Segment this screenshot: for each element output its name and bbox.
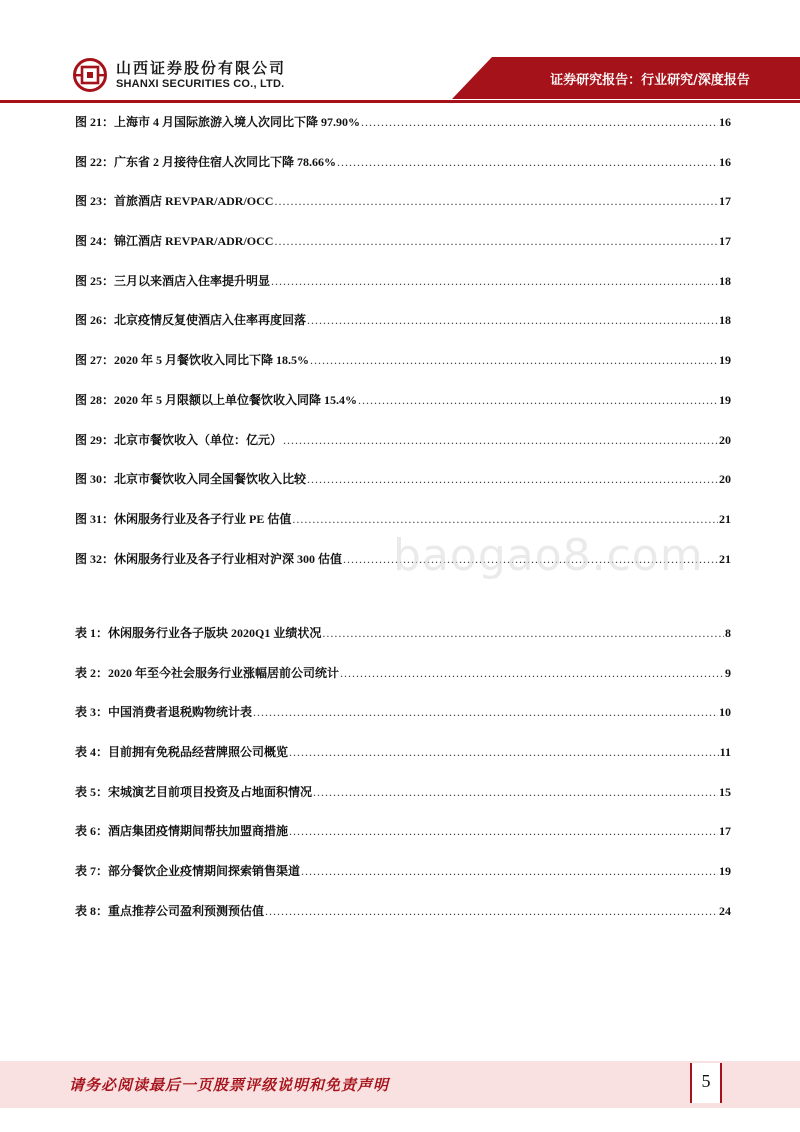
toc-entry[interactable] [75, 664, 731, 704]
page-header [0, 0, 800, 105]
toc-entry[interactable] [75, 703, 731, 743]
table-index-list [75, 624, 731, 942]
toc-entry-title: 北京市餐饮收入同全国餐饮收入比较 [114, 472, 307, 487]
toc-entry-label: 图 22： [75, 154, 115, 169]
dot-leader [358, 393, 718, 408]
toc-entry[interactable] [75, 902, 731, 942]
toc-entry[interactable] [75, 470, 731, 510]
toc-entry-title: 北京疫情反复使酒店入住率再度回落 [114, 313, 307, 328]
toc-entry-label: 图 24： [75, 234, 115, 249]
dot-leader [337, 155, 718, 170]
toc-entry-page: 19 [719, 353, 731, 368]
company-logo-icon [73, 58, 107, 92]
toc-entry-title: 2020 年 5 月限额以上单位餐饮收入同降 15.4% [114, 392, 358, 407]
toc-entry[interactable] [75, 624, 731, 664]
dot-leader [274, 194, 718, 209]
toc-entry-page: 18 [719, 273, 731, 288]
dot-leader [313, 785, 718, 800]
toc-entry-page: 24 [719, 903, 731, 918]
dot-leader [310, 353, 718, 368]
header-rule [0, 100, 800, 103]
dot-leader [301, 864, 718, 879]
toc-entry-title: 部分餐饮企业疫情期间探索销售渠道 [108, 864, 301, 879]
toc-entry[interactable] [75, 311, 731, 351]
dot-leader [307, 313, 718, 328]
toc-entry-label: 图 27： [75, 353, 115, 368]
toc-entry-title: 休闲服务行业及各子行业 PE 估值 [114, 511, 292, 526]
dot-leader [253, 705, 718, 720]
toc-entry-title: 2020 年至今社会服务行业涨幅居前公司统计 [108, 665, 340, 680]
toc-entry-title: 休闲服务行业及各子行业相对沪深 300 估值 [114, 551, 343, 566]
dot-leader [361, 115, 718, 130]
toc-entry[interactable] [75, 232, 731, 272]
toc-entry-label: 图 26： [75, 313, 115, 328]
toc-entry-page: 21 [719, 511, 731, 526]
toc-entry-label: 图 25： [75, 273, 115, 288]
toc-entry-title: 酒店集团疫情期间帮扶加盟商措施 [108, 824, 289, 839]
dot-leader [322, 626, 724, 641]
toc-entry[interactable] [75, 862, 731, 902]
dot-leader [283, 433, 718, 448]
toc-entry-label: 图 32： [75, 551, 115, 566]
company-name-cn: 山西证券股份有限公司 [116, 59, 287, 77]
dot-leader [289, 745, 719, 760]
company-name-en: SHANXI SECURITIES CO., LTD. [116, 78, 285, 90]
toc-entry-title: 休闲服务行业各子版块 2020Q1 业绩状况 [108, 626, 322, 640]
toc-entry-page: 18 [719, 313, 731, 328]
toc-entry-label: 表 5： [75, 784, 109, 799]
toc-entry-page: 17 [719, 194, 731, 209]
figure-index-list [75, 113, 731, 589]
toc-entry-page: 20 [719, 472, 731, 487]
toc-entry[interactable] [75, 192, 731, 232]
toc-entry-page: 10 [719, 705, 731, 720]
toc-entry-label: 图 31： [75, 511, 115, 526]
toc-entry-title: 广东省 2 月接待住宿人次同比下降 78.66% [114, 154, 337, 169]
toc-entry-title: 北京市餐饮收入（单位：亿元） [114, 432, 283, 447]
toc-entry-page: 19 [719, 392, 731, 407]
toc-entry-page: 15 [719, 784, 731, 799]
toc-entry-label: 表 8： [75, 903, 109, 918]
toc-entry-title: 三月以来酒店入住率提升明显 [114, 273, 271, 288]
toc-entry-label: 表 3： [75, 705, 109, 720]
toc-entry-page: 16 [719, 154, 731, 169]
toc-entry-title: 首旅酒店 REVPAR/ADR/OCC [114, 194, 274, 209]
dot-leader [271, 274, 718, 289]
toc-entry-page: 17 [719, 234, 731, 249]
page-number: 5 [701, 1071, 711, 1091]
disclaimer-text: 请务必阅读最后一页股票评级说明和免责声明 [69, 1076, 390, 1094]
toc-entry-title: 上海市 4 月国际旅游入境人次同比下降 97.90% [114, 115, 361, 129]
toc-entry-label: 图 29： [75, 432, 115, 447]
toc-entry[interactable] [75, 391, 731, 431]
page-number-box [690, 1063, 722, 1103]
toc-entry-title: 2020 年 5 月餐饮收入同比下降 18.5% [114, 353, 310, 368]
dot-leader [340, 666, 724, 681]
toc-entry-page: 16 [719, 115, 731, 129]
toc-entry-page: 21 [719, 551, 731, 566]
toc-entry-page: 11 [719, 745, 731, 760]
toc-entry-label: 图 30： [75, 472, 115, 487]
toc-entry-label: 表 1： [75, 626, 109, 640]
toc-entry[interactable] [75, 783, 731, 823]
dot-leader [307, 472, 718, 487]
toc-entry-title: 中国消费者退税购物统计表 [108, 705, 253, 720]
toc-entry-label: 图 21： [75, 115, 115, 129]
dot-leader [292, 512, 718, 527]
toc-entry-title: 目前拥有免税品经营牌照公司概览 [108, 745, 289, 760]
toc-entry-page: 8 [725, 626, 731, 640]
toc-entry[interactable] [75, 431, 731, 471]
toc-entry[interactable] [75, 153, 731, 193]
dot-leader [289, 824, 718, 839]
watermark: baogao8.com [393, 530, 704, 581]
toc-entry-page: 17 [719, 824, 731, 839]
toc-entry-label: 表 2： [75, 665, 109, 680]
toc-entry[interactable] [75, 272, 731, 312]
toc-entry-page: 19 [719, 864, 731, 879]
toc-entry-label: 图 28： [75, 392, 115, 407]
toc-entry-page: 20 [719, 432, 731, 447]
toc-entry-label: 表 6： [75, 824, 109, 839]
toc-entry-page: 9 [725, 665, 731, 680]
toc-entry-label: 图 23： [75, 194, 115, 209]
toc-entry[interactable] [75, 822, 731, 862]
dot-leader [274, 234, 718, 249]
toc-entry-label: 表 7： [75, 864, 109, 879]
dot-leader [265, 904, 718, 919]
toc-entry[interactable] [75, 351, 731, 391]
report-type: 证券研究报告：行业研究/深度报告 [550, 73, 750, 88]
toc-entry-title: 锦江酒店 REVPAR/ADR/OCC [114, 234, 274, 249]
toc-entry-title: 重点推荐公司盈利预测预估值 [108, 903, 265, 918]
toc-entry[interactable] [75, 113, 731, 153]
toc-entry-label: 表 4： [75, 745, 109, 760]
toc-entry-title: 宋城演艺目前项目投资及占地面积情况 [108, 784, 313, 799]
toc-entry[interactable] [75, 743, 731, 783]
